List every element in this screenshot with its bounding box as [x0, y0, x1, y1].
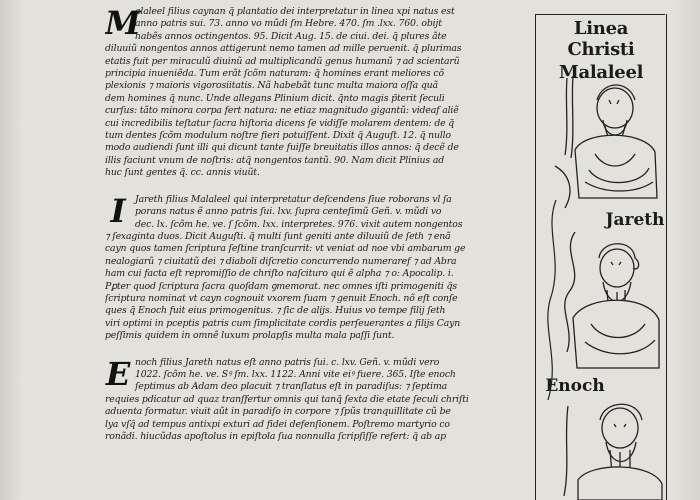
malaleel-portrait-icon — [545, 70, 663, 210]
right-page-edge — [672, 0, 700, 500]
text-line: requies pdicatur ad quaz tranſfertur omnis qui tanq̃ ſexta die etate ſeculi chriſti — [105, 393, 469, 405]
text-line: lya vſq̃ ad tempus antixpi exturi ad fidei defenſionem. Poſtremo martyrio co — [105, 418, 450, 430]
text-line: noch filius Jareth natus eſt anno patris ſui. c. lxv. Geñ. v. mũdi vero — [135, 356, 440, 368]
lineage-name-enoch: Enoch — [545, 376, 605, 396]
text-line: plexionis ⁊ maioris vigorosiitatis. Nã habebãt tunc multa maiora oſſa quã — [105, 80, 438, 92]
text-line: tum dentes ſcõm modulum noſtre fieri potuiſſent. Dixit q̃ Auguſt. 12. q̃ nullo — [105, 130, 451, 142]
text-line: cui incredibilis teſtatur ſacra hiſtoria dicens ſe vidiſſe molarem dentem: de q̃ — [105, 117, 455, 129]
text-line: ⁊ ſexaginta duos. Dicit Auguſti. q̃ multi ſunt geniti ante diluuiũ de ſeth ⁊ enã — [105, 230, 451, 242]
text-line: nealogiarũ ⁊ ciuitatũ dei ⁊ diaboli diſcretio concurrendo numeraref ⁊ ad Abra — [105, 255, 457, 267]
paragraph-enoch — [105, 354, 530, 444]
decorated-initial — [105, 191, 131, 230]
text-line: alaleel filius caynan q̃ plantatio dei interpretatur in linea xpi natus est — [135, 6, 455, 17]
paragraph-malaleel — [105, 6, 530, 180]
text-line: principia inueniẽda. Tum erãt ſcõm naturam: q̃ homines erant meliores cõ — [105, 68, 444, 80]
text-line: Pꝑter quod ſcriptura ſacra quoſdam ꝯmemorat. nec omnes iſti primogeniti q̃s — [105, 280, 457, 292]
text-line: ronãdi. hiucũdas apoſtolus in epiſtola ſua nonnulla ſcripſiſſe refert: q̃ ab ap — [105, 431, 446, 442]
lineage-heading-line1: Linea Christi — [567, 18, 635, 60]
text-line: illis faciunt vnum de noſtris: atq̃ nongentos tantũ. 90. Nam dicit Plinius ad — [105, 154, 445, 166]
enoch-portrait-icon — [560, 396, 664, 500]
text-line: ques q̃ Enoch fuit eius primogenitus. ⁊ ſic de alijs. Huius vo tempe filij ſeth — [105, 305, 446, 317]
lineage-heading-line2: Malaleel — [558, 62, 644, 83]
text-line: dec. lx. ſcõm he. ve. ſ ſcõm. lxx. interpretes. 976. vixit autem nongentos — [135, 218, 463, 230]
text-line: modo audiendi ſunt illi qui dicunt tante fuiſſe breuitatis illos annos: q̃ decẽ de — [105, 142, 459, 154]
text-line: diluuiũ nongentos annos attigerunt nemo tamen ad mille peruenit. q̃ plurimas — [105, 43, 462, 55]
text-line: ſeptimus ab Adam deo placuit ⁊ tranſlatus eſt in paradiſus: ⁊ ſeptima — [135, 381, 448, 393]
text-column — [105, 6, 530, 500]
vine-branch-icon — [538, 200, 568, 400]
text-line: ſcriptura nominat vt cayn cognouit vxorem ſuam ⁊ genuit Enoch. nõ eſt conſe — [105, 292, 458, 304]
text-line: huc ſunt gentes q̃. cc. annis viuũt. — [105, 167, 260, 179]
text-line: curſus: tãto minora corpa fert natura: ne etiaz magnitudo gigantũ: videaf aliẽ — [105, 105, 459, 117]
text-line: cayn quos tamen ſcriptura ſeſtine tranſcurrit: vt veniat ad noe vbi ambarum ge — [105, 243, 466, 255]
text-line: habẽs annos octingentos. 95. Dicit Aug. 15. de ciui. dei. q̃ plures ãte — [135, 30, 447, 42]
initial-letter: M — [105, 6, 141, 42]
paragraph-jareth — [105, 191, 530, 343]
left-page-shadow — [0, 0, 22, 500]
text-line: viri optimi in pceptis patris cum ſimplicitate cordis perſeuerantes a filijs Cayn — [105, 317, 461, 329]
text-line: Jareth filius Malaleel qui interpretatur deſcendens ſiue roborans vl̃ ſa — [135, 193, 452, 205]
text-line: 1022. ſcõm he. ve. Sꝰ ſm. lxx. 1122. Anni vite eiꝰ fuere. 365. Iſte enoch — [135, 368, 456, 380]
text-line: anno patris sui. 73. anno vo mũdi ſm Hebre. 470. ſm .lxx. 760. obijt — [135, 18, 442, 30]
decorated-initial — [105, 6, 141, 42]
text-line: aduenta formatur. viuit aũt in paradiſo in corpore ⁊ ſpũs tranquillitate cũ be — [105, 406, 451, 418]
lineage-name-jareth: Jareth — [605, 210, 665, 230]
decorated-initial — [105, 354, 131, 393]
text-line: peſſimis quidem in omnẽ luxum prolapſis multa mala paſſi ſunt. — [105, 330, 395, 342]
text-line: dem homines q̃ nunc. Unde allegans Plinium dicit. q̃nto magis p̃terit ſeculi — [105, 92, 445, 104]
initial-letter: I — [110, 191, 126, 230]
initial-letter: E — [105, 354, 131, 393]
text-line: porans natus ẽ anno patris ſui. lxv. ſupra centeſimũ Geñ. v. mũdi vo — [135, 206, 442, 218]
text-line: ham cui facta eſt repromiſſio de chriſto naſcituro qui ẽ alpha ⁊ o: Apocalip. i. — [105, 268, 454, 280]
text-line: etatis fuit per miraculũ diuinũ ad multiplicandũ genus humanũ ⁊ ad scientarũ — [105, 55, 460, 67]
